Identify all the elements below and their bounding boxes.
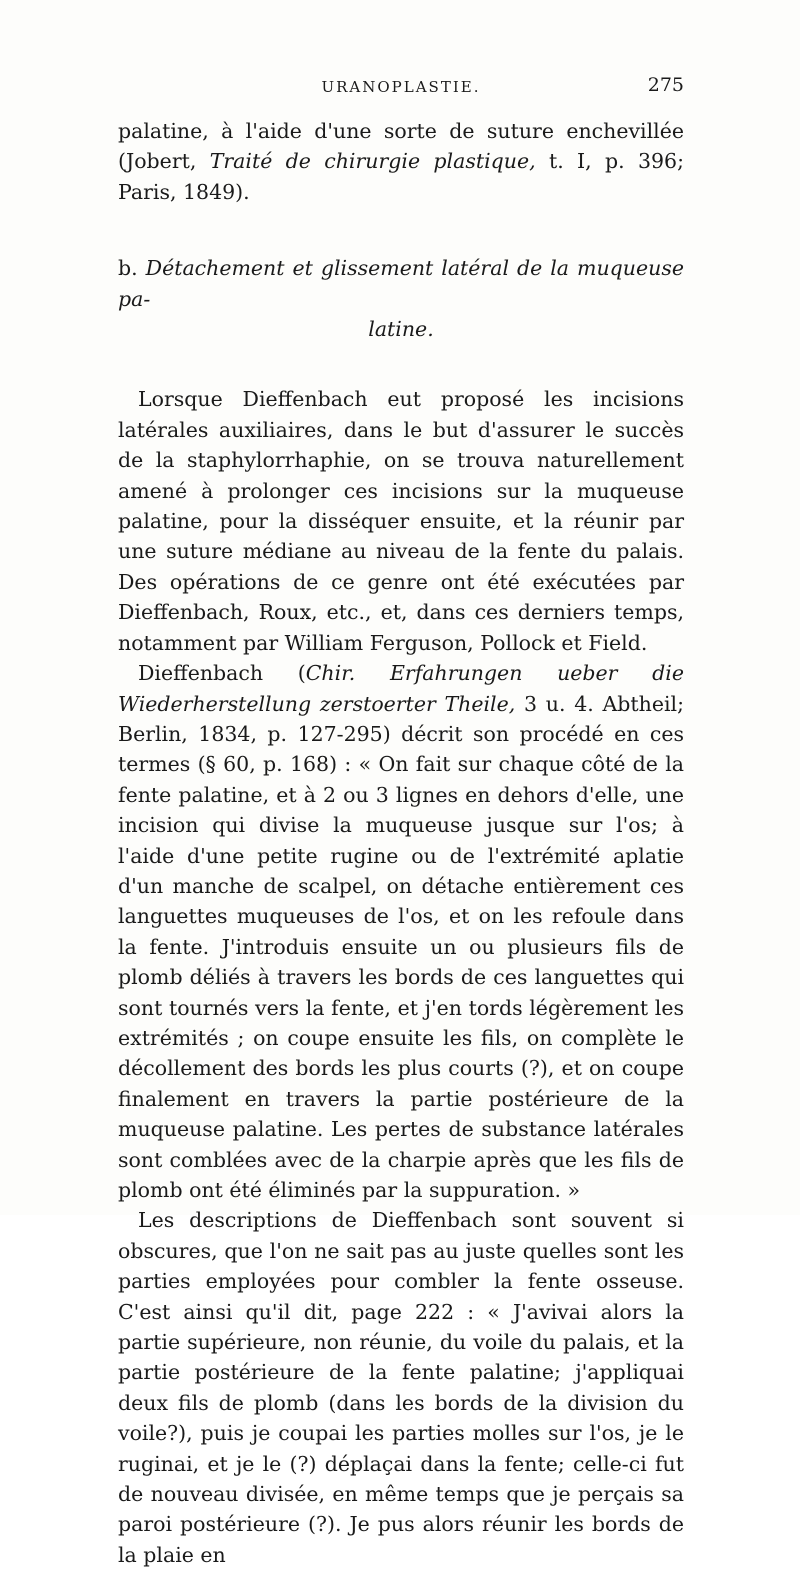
page-number: 275 [647, 74, 684, 96]
paragraph-dieffenbach-obscure: Les descriptions de Dieffenbach sont souvent si obscures, que l'on ne sait pas au juste quelles sont les parties employées pour combler la fente osseuse. C'est ainsi qu'il dit, page 222 : « J'avivai alors la partie supérieure, non réunie, du voile du palais, et la partie postérieure de la fente palatine; j'appliquai deux fils de plomb (dans les bords de la division du voile?), puis je coupai les parties molles sur l'os, je le ruginai, et je le (?) déplaçai dans la fente; celle-ci fut de nouveau divisée, en même temps que je perçais sa paroi postérieure (?). Je pus alors réunir les bords de la plaie en [118, 1208, 684, 1567]
citation-details: t. I, p. 396; Paris, 1849). [118, 149, 684, 204]
procedure-text-start: Dieffenbach ( [138, 661, 306, 686]
section-title-line2: latine. [368, 317, 434, 342]
paragraph-dieffenbach-intro: Lorsque Dieffenbach eut proposé les incisions latérales auxiliaires, dans le but d'assurer le succès de la staphylorrhaphie, on se trouva naturellement amené à prolonger ces incisions sur la muqueuse palatine, pour la disséquer ensuite, et la réunir par une suture médiane au niveau de la fente du palais. Des opérations de ce genre ont été exécutées par Dieffenbach, Roux, etc., et, dans ces derniers temps, notamment par William Ferguson, Pollock et Field. [118, 387, 684, 655]
procedure-text-rest: 3 u. 4. Abtheil; Berlin, 1834, p. 127-295) décrit son procédé en ces termes (§ 60, p. 168) : « On fait sur chaque côté de la fente palatine, et à 2 ou 3 lignes en dehors d'elle, une incision qui divise la muqueuse jusque sur l'os; à l'aide d'une petite rugine ou de l'extrémité aplatie d'un manche de scalpel, on détache entièrement ces languettes muqueuses de l'os, et on les refoule dans la fente. J'introduis ensuite un ou plusieurs fils de plomb déliés à travers les bords de ces languettes qui sont tournés vers la fente, et j'en tords légèrement les extrémités ; on coupe ensuite les fils, on complète le décollement des bords les plus courts (?), et on coupe finalement en travers la partie postérieure de la muqueuse palatine. Les pertes de substance latérales sont comblées avec de la charpie après que les fils de plomb ont été éliminés par la suppuration. » [118, 691, 684, 1202]
page-header [118, 74, 684, 102]
section-letter: b. [118, 256, 138, 281]
continued-paragraph [118, 116, 684, 207]
section-heading [118, 253, 684, 344]
procedure-citation-title: Chir. Erfahrungen ueber die Wiederherstellung zerstoerter Theile, [118, 661, 684, 716]
body-text [118, 116, 684, 1570]
section-title-line1: Détachement et glissement latéral de la muqueuse pa- [118, 256, 684, 311]
paragraph-dieffenbach-procedure [118, 658, 684, 1205]
running-title: URANOPLASTIE. [321, 78, 481, 96]
citation-title: Traité de chirurgie plastique, [209, 149, 536, 174]
continued-text: palatine, à l'aide d'une sorte de suture enchevillée (Jobert, [118, 119, 684, 174]
